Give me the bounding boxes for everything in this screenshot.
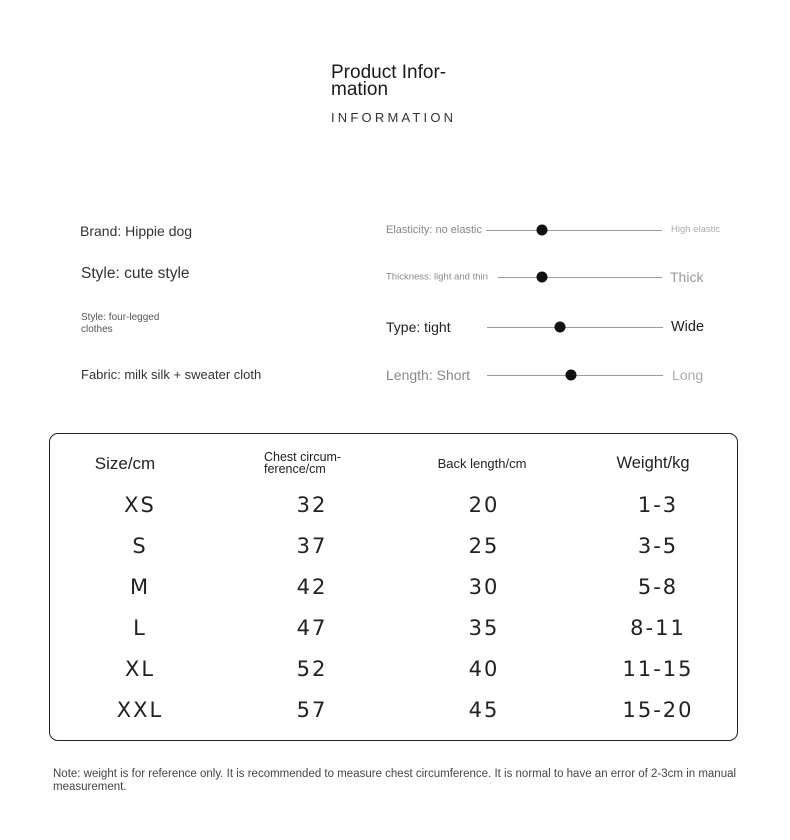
table-cell-chest: 57 xyxy=(296,698,328,722)
table-cell-weight: 15-20 xyxy=(622,698,694,722)
table-cell-size: M xyxy=(129,575,151,599)
slider-end-label: Thick xyxy=(670,269,704,285)
brand-label: Brand: Hippie dog xyxy=(80,223,193,239)
slider-type xyxy=(386,315,716,339)
table-cell-back: 40 xyxy=(468,657,500,681)
slider-track xyxy=(487,327,663,328)
table-cell-weight: 5-8 xyxy=(637,575,679,599)
chest-header: Chest circum-ference/cm xyxy=(264,450,342,476)
table-cell-weight: 3-5 xyxy=(637,534,679,558)
weight-header: Weight/kg xyxy=(616,454,690,472)
table-cell-size: XL xyxy=(124,657,156,681)
slider-thickness xyxy=(386,265,716,289)
table-cell-chest: 42 xyxy=(296,575,328,599)
slider-label: Type: tight xyxy=(386,319,451,335)
table-cell-chest: 32 xyxy=(296,493,328,517)
table-cell-back: 45 xyxy=(468,698,500,722)
slider-length xyxy=(386,363,716,387)
table-cell-weight: 1-3 xyxy=(637,493,679,517)
slider-elasticity xyxy=(386,218,721,242)
table-cell-weight: 8-11 xyxy=(630,616,686,640)
table-cell-chest: 37 xyxy=(296,534,328,558)
table-cell-back: 25 xyxy=(468,534,500,558)
table-cell-back: 20 xyxy=(468,493,500,517)
table-cell-size: S xyxy=(132,534,148,558)
slider-knob xyxy=(537,272,548,283)
title-line-2: mation xyxy=(331,79,389,100)
table-cell-chest: 52 xyxy=(296,657,328,681)
measurement-note: Note: weight is for reference only. It is recommended to measure chest circumference. It is normal to have an error of 2-3cm in manual measurement. xyxy=(53,768,737,793)
slider-track xyxy=(498,277,662,278)
slider-knob xyxy=(555,322,566,333)
slider-track xyxy=(486,230,662,231)
table-cell-chest: 47 xyxy=(296,616,328,640)
table-cell-size: L xyxy=(133,616,147,640)
slider-label: Elasticity: no elastic xyxy=(386,224,482,236)
slider-end-label: High elastic xyxy=(671,224,721,235)
slider-knob xyxy=(537,225,548,236)
slider-end-label: Long xyxy=(672,367,704,383)
size-header: Size/cm xyxy=(94,454,156,473)
page-title xyxy=(331,64,446,98)
table-cell-size: XS xyxy=(124,493,156,517)
slider-knob xyxy=(566,370,577,381)
slider-label: Length: Short xyxy=(386,367,471,383)
table-cell-back: 30 xyxy=(468,575,500,599)
slider-end-label: Wide xyxy=(671,319,705,335)
title-line-1: Product Infor- xyxy=(331,62,447,83)
table-cell-size: XXL xyxy=(116,698,164,722)
slider-label: Thickness: light and thin xyxy=(386,271,488,283)
style-label: Style: cute style xyxy=(81,265,190,282)
table-cell-weight: 11-15 xyxy=(622,657,694,681)
back-length-header: Back length/cm xyxy=(437,456,527,471)
table-cell-back: 35 xyxy=(468,616,500,640)
style-type-label: Style: four-legged clothes xyxy=(81,312,160,335)
fabric-label: Fabric: milk silk + sweater cloth xyxy=(81,367,262,382)
page-subtitle: INFORMATION xyxy=(331,110,457,125)
